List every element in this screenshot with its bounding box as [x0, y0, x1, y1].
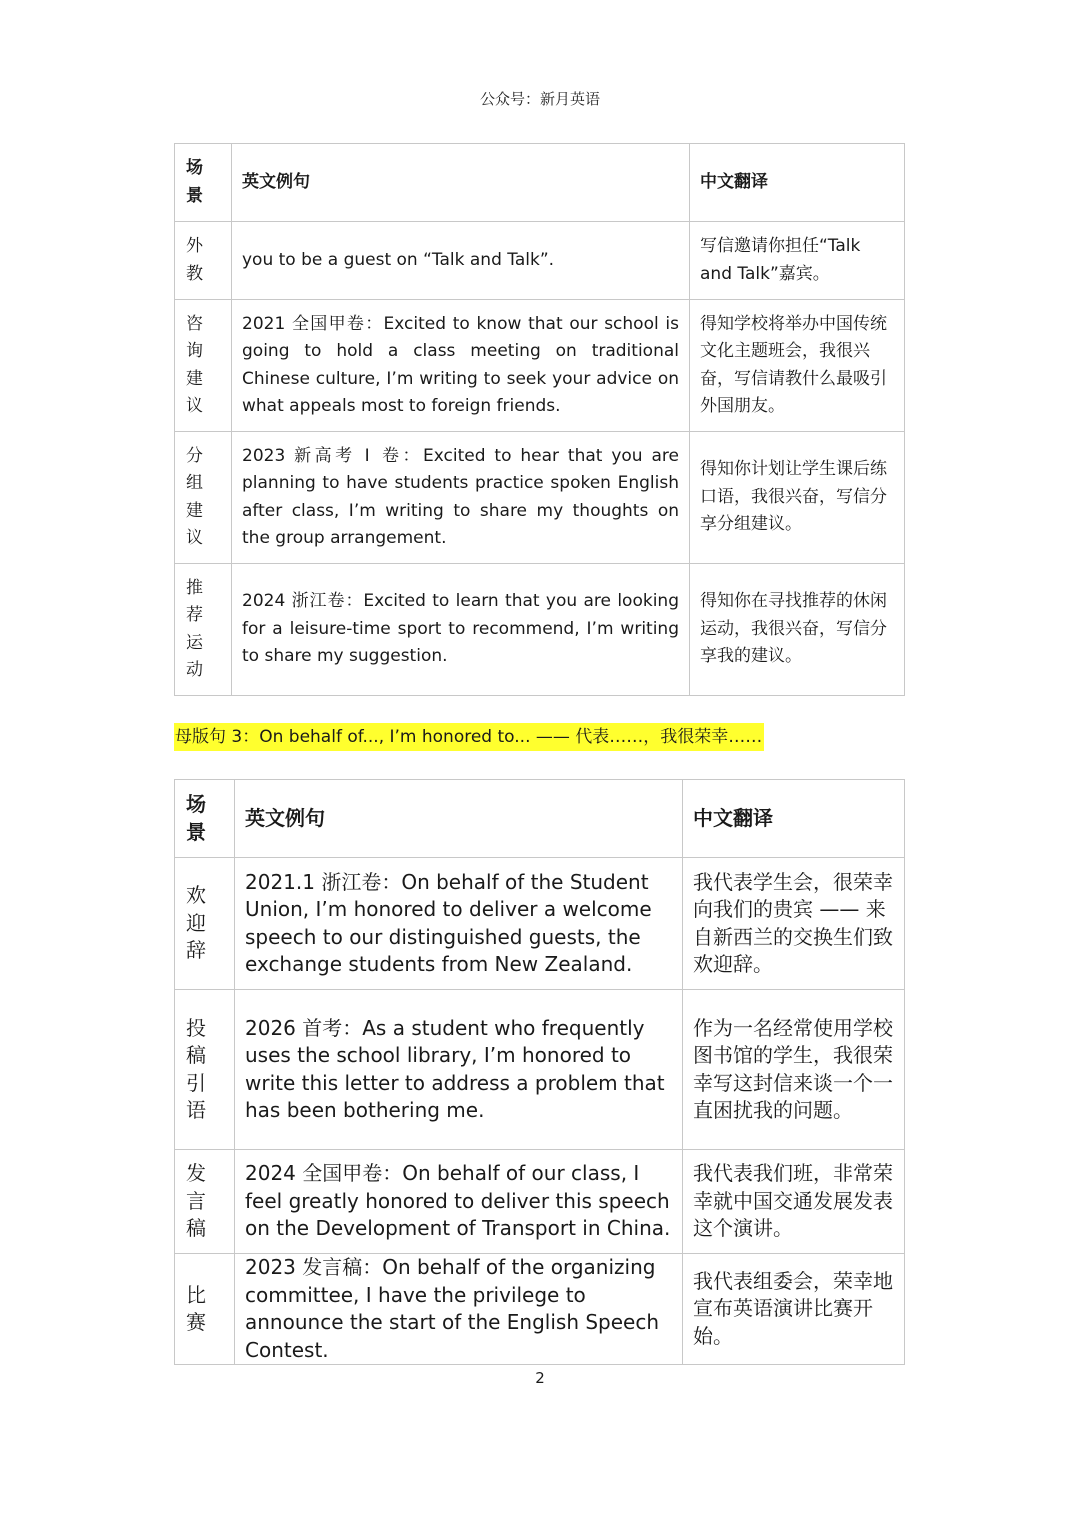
- table-header-row: [175, 780, 905, 858]
- pattern-sentence-3: 母版句 3：On behalf of..., I’m honored to... —— 代表……，我很荣幸……: [174, 723, 764, 751]
- chinese-cell: 我代表我们班，非常荣幸就中国交通发展发表这个演讲。: [683, 1150, 905, 1254]
- table-row: [175, 564, 905, 696]
- chinese-cell: 我代表学生会，很荣幸向我们的贵宾 —— 来自新西兰的交换生们致欢迎辞。: [683, 858, 905, 990]
- scene-header: 场 景: [175, 780, 235, 858]
- english-header: 英文例句: [235, 780, 683, 858]
- scene-cell: 投 稿 引 语: [175, 990, 235, 1150]
- chinese-cell: 作为一名经常使用学校图书馆的学生，我很荣幸写这封信来谈一个一直困扰我的问题。: [683, 990, 905, 1150]
- page-header: 公众号：新月英语: [479, 90, 600, 108]
- chinese-cell: 我代表组委会，荣幸地宣布英语演讲比赛开始。: [683, 1254, 905, 1365]
- english-cell: you to be a guest on “Talk and Talk”.: [232, 222, 690, 300]
- scene-cell: 欢 迎 辞: [175, 858, 235, 990]
- sentence-table-2: [174, 779, 905, 1365]
- english-cell: 2021 全国甲卷：Excited to know that our school is going to hold a class meeting on traditional Chinese culture, I’m writing to seek your advice on what appeals most to foreign friends.: [232, 300, 690, 432]
- table-row: [175, 990, 905, 1150]
- page-number: 2: [535, 1369, 545, 1387]
- chinese-header: 中文翻译: [683, 780, 905, 858]
- chinese-cell: 写信邀请你担任“Talk and Talk”嘉宾。: [690, 222, 905, 300]
- english-cell: 2023 发言稿：On behalf of the organizing committee, I have the privilege to announce the start of the English Speech Contest.: [235, 1254, 683, 1365]
- chinese-cell: 得知你计划让学生课后练口语，我很兴奋，写信分享分组建议。: [690, 432, 905, 564]
- english-cell: 2024 浙江卷：Excited to learn that you are looking for a leisure-time sport to recommend, I’m writing to share my suggestion.: [232, 564, 690, 696]
- table-row: [175, 300, 905, 432]
- table-row: [175, 432, 905, 564]
- table-row: [175, 222, 905, 300]
- english-cell: 2021.1 浙江卷：On behalf of the Student Union, I’m honored to deliver a welcome speech to our distinguished guests, the exchange students from New Zealand.: [235, 858, 683, 990]
- scene-cell: 发 言 稿: [175, 1150, 235, 1254]
- english-cell: 2023 新高考 Ⅰ 卷：Excited to hear that you are planning to have students practice spoken English after class, I’m writing to share my thoughts on the group arrangement.: [232, 432, 690, 564]
- table-row: [175, 858, 905, 990]
- scene-cell: 咨 询 建 议: [175, 300, 232, 432]
- chinese-cell: 得知学校将举办中国传统文化主题班会，我很兴奋，写信请教什么最吸引外国朋友。: [690, 300, 905, 432]
- scene-cell: 外 教: [175, 222, 232, 300]
- chinese-header: 中文翻译: [690, 144, 905, 222]
- sentence-table-1: [174, 143, 905, 696]
- table-row: [175, 1254, 905, 1365]
- table-row: [175, 1150, 905, 1254]
- scene-cell: 分 组 建 议: [175, 432, 232, 564]
- scene-header: 场 景: [175, 144, 232, 222]
- scene-cell: 比 赛: [175, 1254, 235, 1365]
- table-header-row: [175, 144, 905, 222]
- english-cell: 2026 首考：As a student who frequently uses the school library, I’m honored to write this letter to address a problem that has been bothering me.: [235, 990, 683, 1150]
- english-header: 英文例句: [232, 144, 690, 222]
- english-cell: 2024 全国甲卷：On behalf of our class, I feel greatly honored to deliver this speech on the Development of Transport in China.: [235, 1150, 683, 1254]
- chinese-cell: 得知你在寻找推荐的休闲运动，我很兴奋，写信分享我的建议。: [690, 564, 905, 696]
- scene-cell: 推 荐 运 动: [175, 564, 232, 696]
